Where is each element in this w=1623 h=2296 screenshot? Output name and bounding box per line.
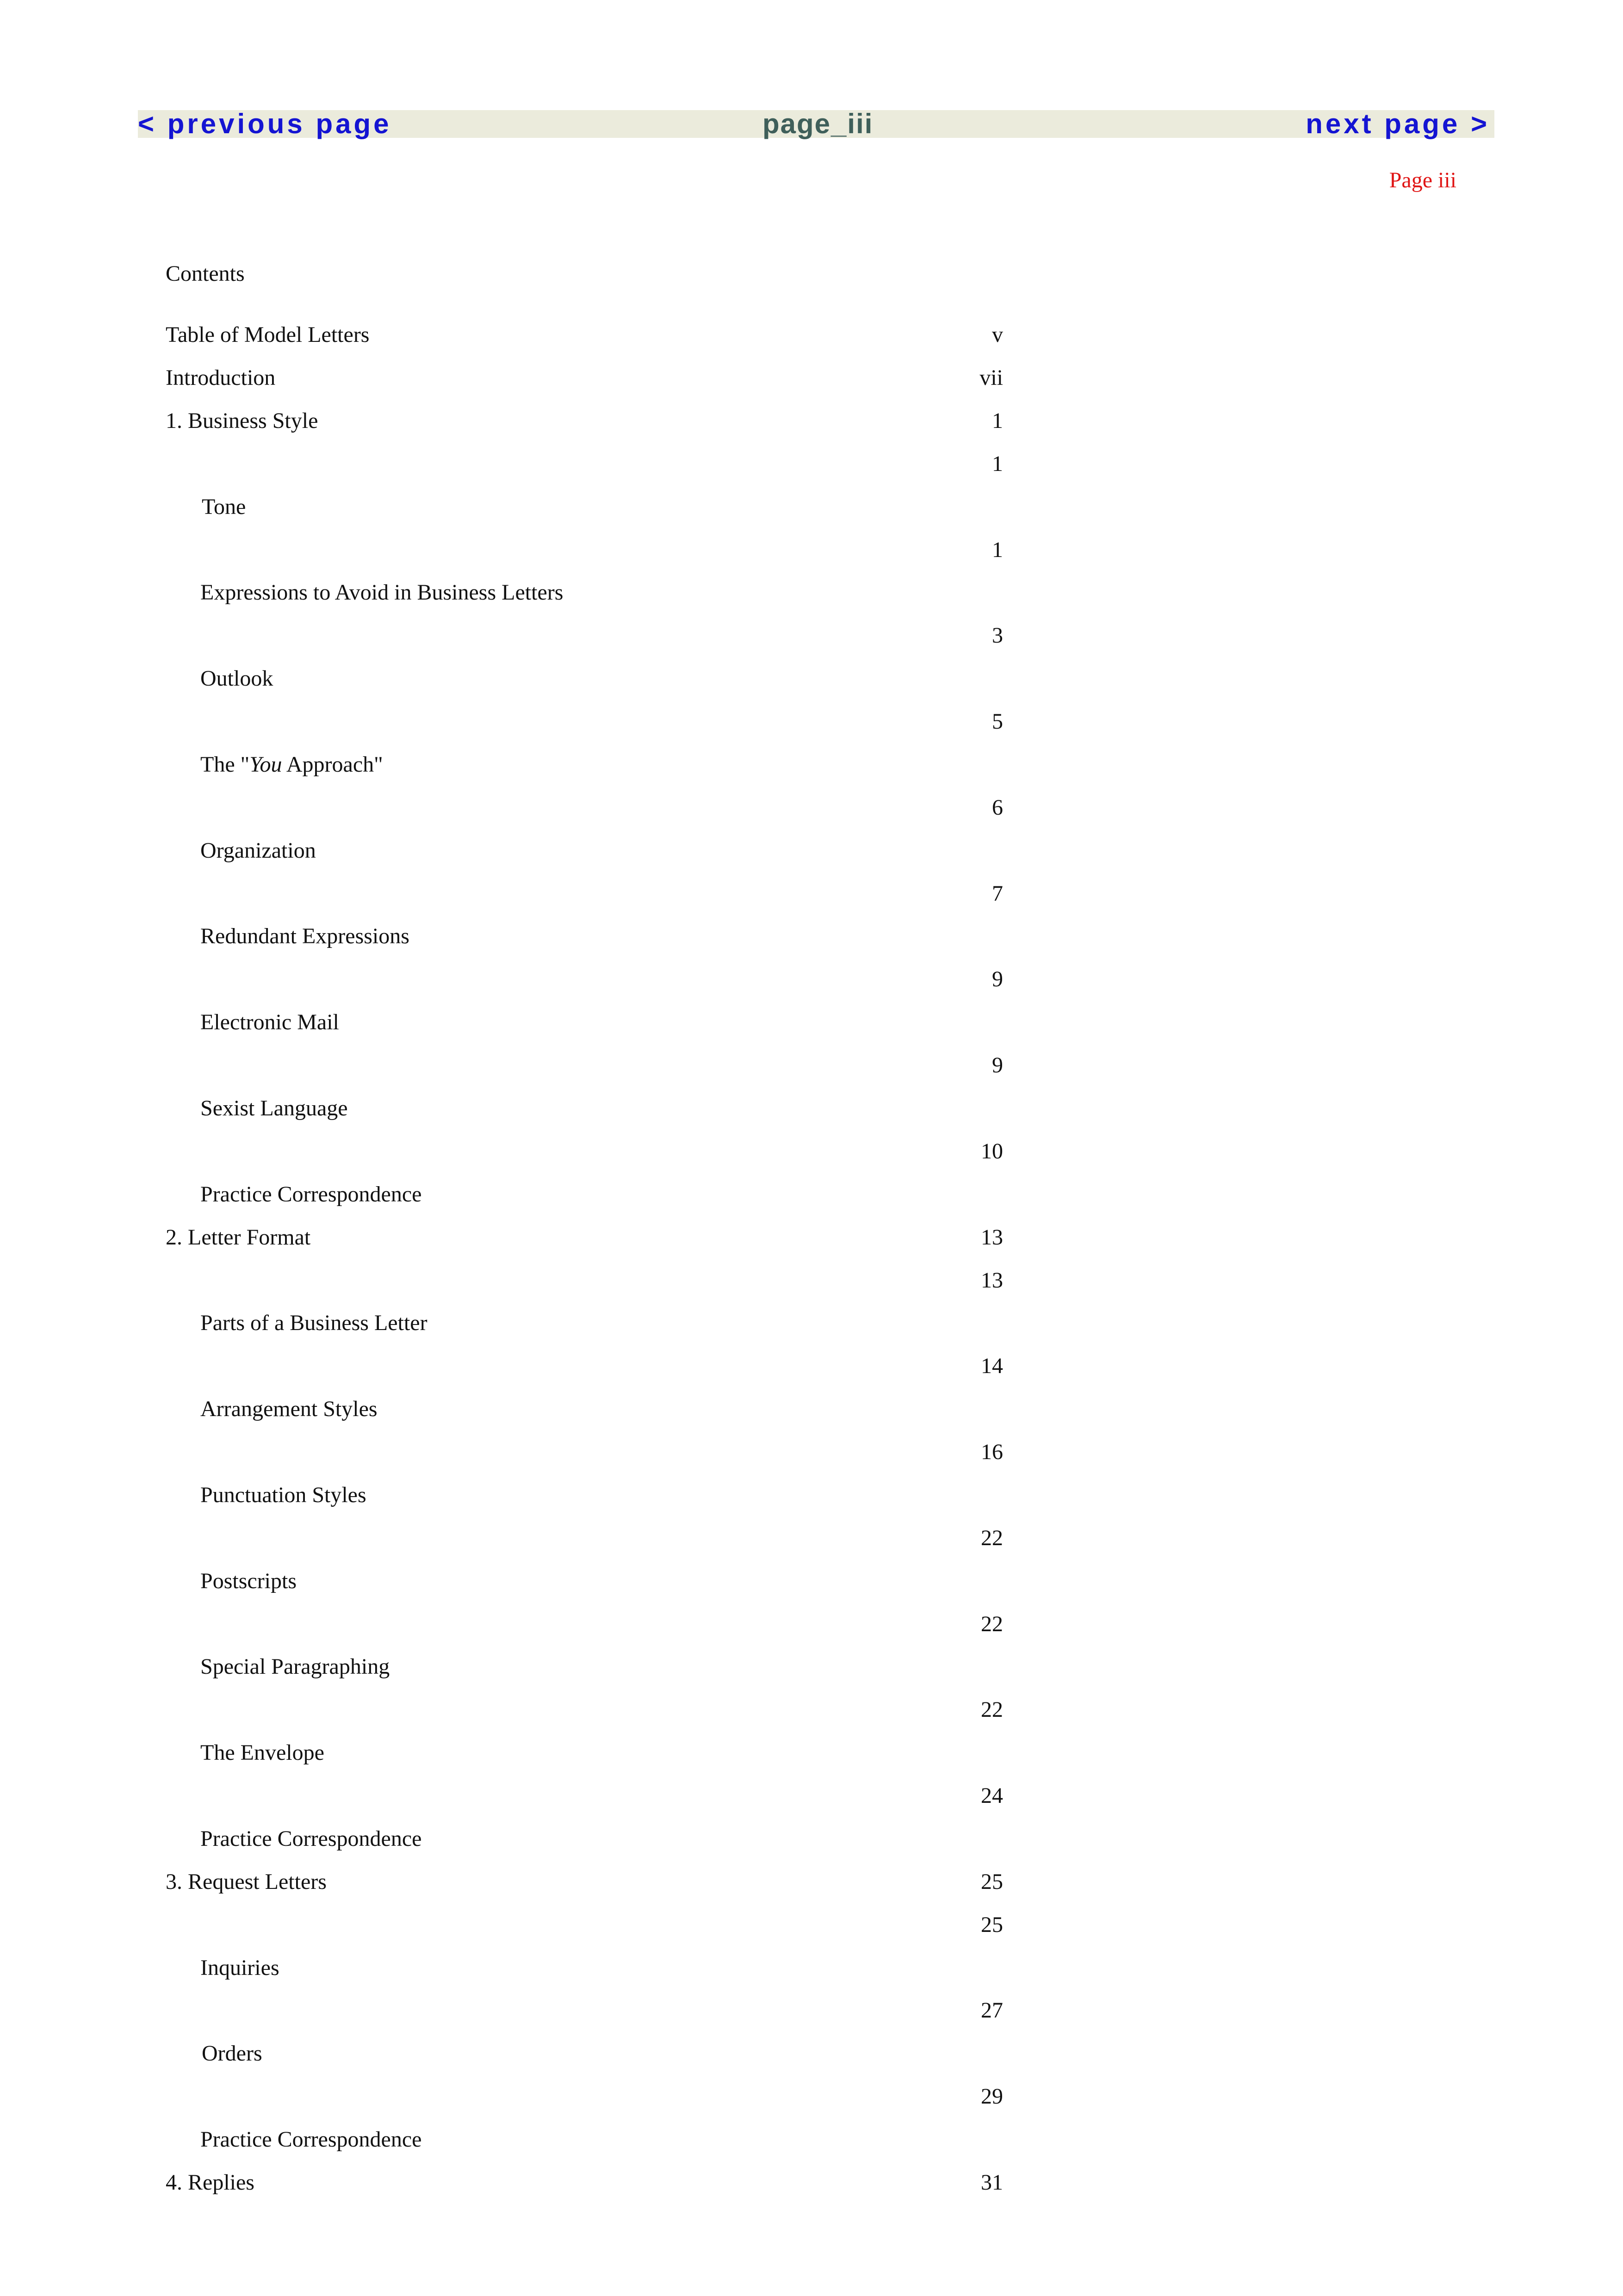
toc-section-title: Postscripts [200, 1569, 297, 1593]
toc-section-page: 14 [981, 1354, 1003, 1378]
toc-section-title: Parts of a Business Letter [200, 1311, 427, 1335]
toc-section-page: 22 [981, 1697, 1003, 1722]
toc-section-page: 13 [981, 1268, 1003, 1293]
toc-section-title: The "You Approach" [200, 752, 383, 777]
toc-section-page: 5 [992, 709, 1003, 734]
toc-section-title: Arrangement Styles [200, 1397, 378, 1421]
toc-section-title: Expressions to Avoid in Business Letters [200, 580, 564, 605]
page-number-marker: Page iii [1389, 168, 1456, 192]
toc-section-title: The Envelope [200, 1740, 324, 1765]
toc-section-title: Punctuation Styles [200, 1483, 366, 1507]
toc-chapter-title: 1. Business Style [166, 408, 318, 433]
toc-chapter-title: 2. Letter Format [166, 1225, 311, 1250]
toc-section-title: Electronic Mail [200, 1010, 339, 1034]
contents-heading: Contents [166, 261, 245, 286]
next-page-link[interactable]: next page > [1306, 108, 1490, 139]
toc-section-page: 7 [992, 881, 1003, 906]
toc-section-title: Inquiries [200, 1956, 279, 1980]
toc-section-title: Tone [202, 495, 246, 519]
toc-chapter-title: 4. Replies [166, 2170, 254, 2195]
page-nav-bar [138, 110, 1494, 138]
toc-section-title: Sexist Language [200, 1096, 348, 1120]
toc-section-title: Special Paragraphing [200, 1654, 390, 1679]
toc-section-page: 1 [992, 538, 1003, 562]
toc-chapter-title: 3. Request Letters [166, 1869, 327, 1894]
toc-entry-page: v [992, 322, 1003, 347]
toc-chapter-page: 25 [981, 1869, 1003, 1894]
toc-entry-page: vii [979, 365, 1003, 390]
toc-section-title: Orders [202, 2041, 262, 2066]
toc-section-title: Redundant Expressions [200, 924, 409, 948]
toc-chapter-page: 13 [981, 1225, 1003, 1250]
toc-entry-title: Introduction [166, 365, 276, 390]
toc-section-page: 9 [992, 1053, 1003, 1077]
toc-section-title: Practice Correspondence [200, 1826, 422, 1851]
toc-section-title: Outlook [200, 666, 273, 691]
toc-section-title: Practice Correspondence [200, 2127, 422, 2152]
toc-section-page: 9 [992, 967, 1003, 991]
toc-section-page: 22 [981, 1612, 1003, 1636]
toc-section-page: 27 [981, 1998, 1003, 2023]
toc-section-page: 25 [981, 1912, 1003, 1937]
toc-chapter-page: 31 [981, 2170, 1003, 2195]
toc-section-title: Practice Correspondence [200, 1182, 422, 1207]
toc-section-page: 22 [981, 1526, 1003, 1550]
page-id-label: page_iii [762, 108, 873, 139]
toc-entry-title: Table of Model Letters [166, 322, 370, 347]
toc-section-page: 10 [981, 1139, 1003, 1163]
previous-page-link[interactable]: < previous page [138, 108, 392, 139]
toc-section-page: 16 [981, 1440, 1003, 1464]
toc-section-title: Organization [200, 838, 316, 863]
toc-section-page: 3 [992, 623, 1003, 648]
toc-section-page: 1 [992, 452, 1003, 476]
toc-section-page: 29 [981, 2084, 1003, 2109]
toc-section-page: 24 [981, 1783, 1003, 1808]
toc-chapter-page: 1 [992, 408, 1003, 433]
toc-section-page: 6 [992, 795, 1003, 820]
